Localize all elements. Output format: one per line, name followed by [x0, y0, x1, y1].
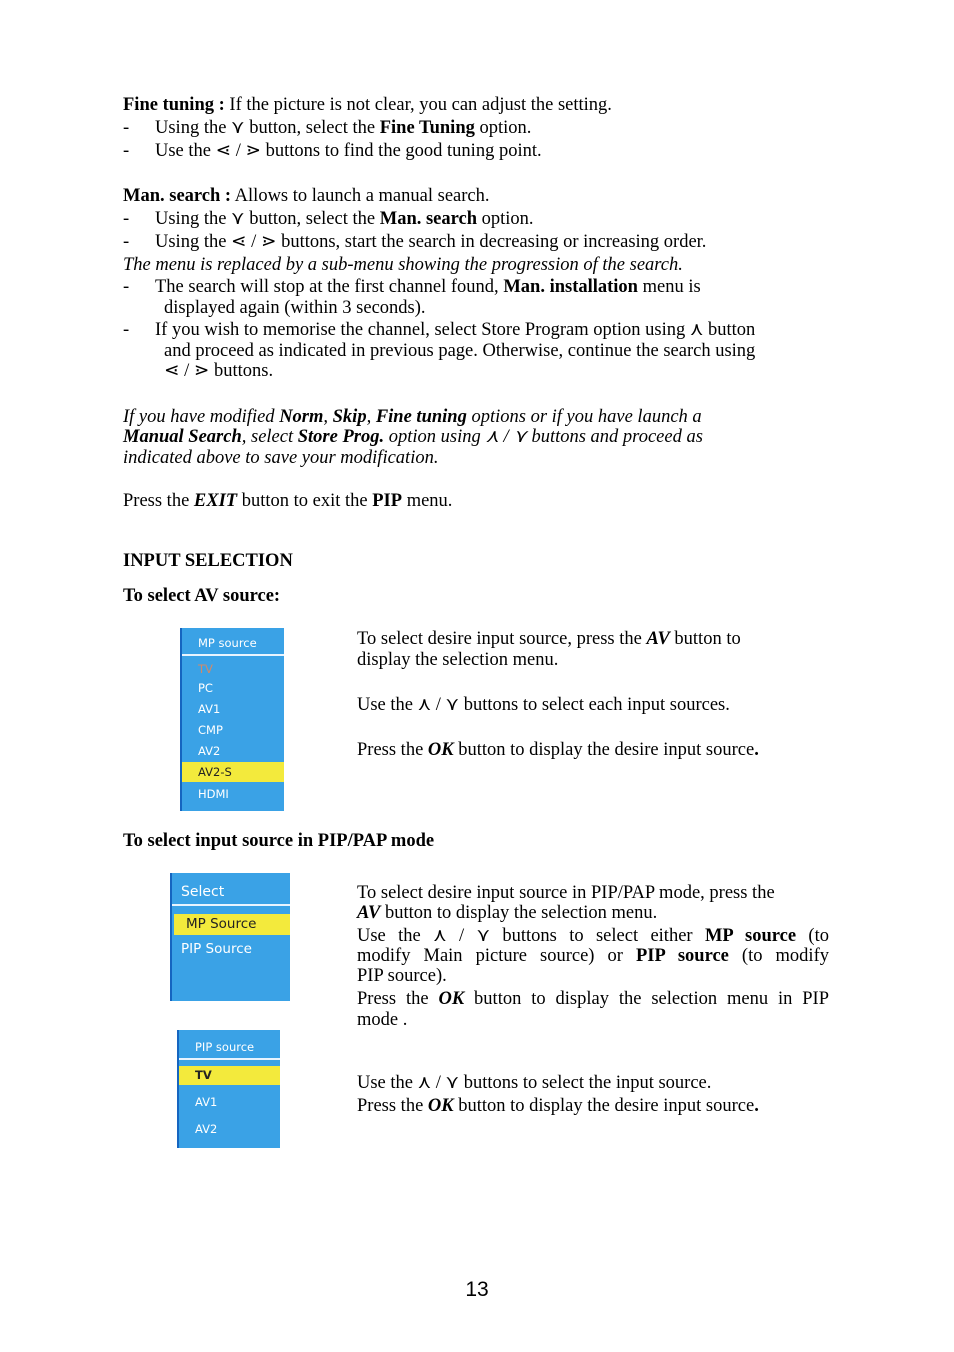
- osd-mp-source-menu: [180, 628, 284, 811]
- pip-instruction-1-cont: AV button to display the selection menu.: [357, 903, 658, 923]
- fine-tuning-step-2: Use the ⋖ / ⋗ buttons to find the good tuning point.: [155, 141, 542, 161]
- bullet-dash: -: [123, 232, 130, 252]
- osd-item-cmp[interactable]: CMP: [198, 723, 223, 737]
- man-search-step-4-cont: and proceed as indicated in previous page. Otherwise, continue the search using: [164, 341, 756, 361]
- subheading-av-source: To select AV source:: [123, 586, 281, 606]
- osd-mp-source-title: MP source: [198, 636, 257, 650]
- page-number: 13: [465, 1278, 489, 1301]
- man-search-note: The menu is replaced by a sub-menu showing the progression of the search.: [123, 255, 683, 275]
- bullet-dash: -: [123, 209, 130, 229]
- man-search-step-1: Using the ⋎ button, select the Man. search option.: [155, 209, 534, 229]
- osd-select-title: Select: [181, 884, 225, 900]
- osd-item-tv-selected[interactable]: TV: [179, 1066, 280, 1085]
- modified-note-line-3: indicated above to save your modification.: [123, 448, 439, 468]
- osd-item-tv[interactable]: TV: [198, 662, 213, 676]
- pip-instruction-3: Press the OK button to display the selection menu in PIP: [357, 989, 829, 1009]
- man-search-step-3-cont: displayed again (within 3 seconds).: [164, 298, 426, 318]
- av-instruction-3: Press the OK button to display the desire input source.: [357, 740, 759, 760]
- pip-instruction-4: Use the ⋏ / ⋎ buttons to select the input source.: [357, 1073, 712, 1093]
- pip-instruction-2-cont2: PIP source).: [357, 966, 447, 986]
- bullet-dash: -: [123, 277, 130, 297]
- av-instruction-2: Use the ⋏ / ⋎ buttons to select each input sources.: [357, 695, 730, 715]
- bullet-dash: -: [123, 118, 130, 138]
- section-heading-input-selection: INPUT SELECTION: [123, 551, 293, 571]
- osd-item-pc[interactable]: PC: [198, 681, 213, 695]
- fine-tuning-step-1: Using the ⋎ button, select the Fine Tuning option.: [155, 118, 532, 138]
- osd-pip-source-title: PIP source: [195, 1040, 255, 1054]
- av-instruction-1-cont: display the selection menu.: [357, 650, 559, 670]
- osd-item-av2-s-selected[interactable]: AV2-S: [182, 762, 284, 782]
- pip-instruction-2-cont: modify Main picture source) or PIP source (to modify: [357, 946, 829, 966]
- pip-instruction-5: Press the OK button to display the desire input source.: [357, 1096, 759, 1116]
- fine-tuning-intro: Fine tuning : If the picture is not clear, you can adjust the setting.: [123, 95, 612, 115]
- subheading-pip-pap: To select input source in PIP/PAP mode: [123, 831, 435, 851]
- osd-select-menu: [170, 873, 290, 1001]
- man-search-step-3: The search will stop at the first channel found, Man. installation menu is: [155, 277, 701, 297]
- pip-instruction-1: To select desire input source in PIP/PAP mode, press the: [357, 883, 775, 903]
- osd-item-av2[interactable]: AV2: [195, 1122, 218, 1136]
- av-instruction-1: To select desire input source, press the AV button to: [357, 629, 741, 649]
- bullet-dash: -: [123, 141, 130, 161]
- man-search-intro: Man. search : Allows to launch a manual search.: [123, 186, 490, 206]
- bullet-dash: -: [123, 320, 130, 340]
- man-search-step-4-cont2: ⋖ / ⋗ buttons.: [164, 361, 274, 381]
- osd-item-av2[interactable]: AV2: [198, 744, 221, 758]
- man-search-step-4: If you wish to memorise the channel, select Store Program option using ⋏ button: [155, 320, 756, 340]
- modified-note-line-2: Manual Search, select Store Prog. option using ⋏ / ⋎ buttons and proceed as: [123, 427, 703, 447]
- osd-item-hdmi[interactable]: HDMI: [198, 787, 229, 801]
- osd-item-av1[interactable]: AV1: [198, 702, 221, 716]
- osd-item-pip-source[interactable]: PIP Source: [181, 941, 252, 957]
- osd-item-av1[interactable]: AV1: [195, 1095, 218, 1109]
- osd-pip-source-menu: [177, 1030, 280, 1148]
- osd-item-mp-source-selected[interactable]: MP Source: [174, 914, 290, 935]
- exit-instruction: Press the EXIT button to exit the PIP menu.: [123, 491, 453, 511]
- modified-note-line-1: If you have modified Norm, Skip, Fine tuning options or if you have launch a: [123, 407, 702, 427]
- pip-instruction-2: Use the ⋏ / ⋎ buttons to select either MP source (to: [357, 926, 829, 946]
- pip-instruction-3-cont: mode .: [357, 1010, 408, 1030]
- man-search-step-2: Using the ⋖ / ⋗ buttons, start the search in decreasing or increasing order.: [155, 232, 707, 252]
